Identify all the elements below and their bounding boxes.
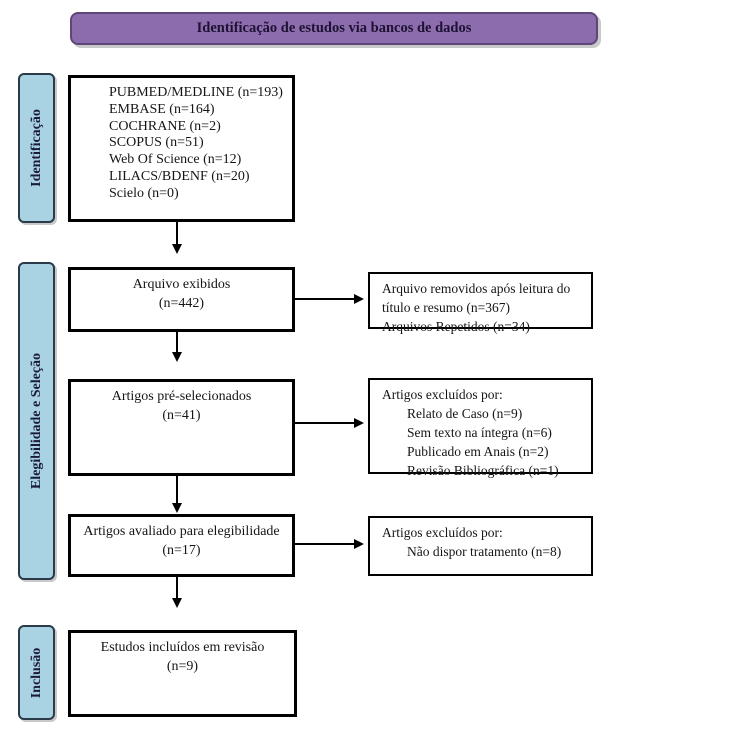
source-line-scopus: SCOPUS (n=51): [109, 135, 204, 151]
stage-inclusao-label: Inclusão: [28, 647, 44, 698]
banner-title: Identificação de estudos via bancos de dados: [196, 20, 472, 36]
arrow-down-displayed-to-preselected: [176, 332, 178, 352]
banner-identification-via-databases: [70, 12, 598, 45]
excluded-item-no-fulltext: Sem texto na íntegra (n=6): [407, 425, 552, 440]
box-assessed-eligibility: [68, 514, 295, 577]
arrow-down-preselected-to-assessed: [176, 476, 178, 503]
box-records-displayed: [68, 267, 295, 332]
stage-elegibilidade-selecao-label: Elegibilidade e Seleção: [28, 352, 44, 490]
removed-line-2: Arquivos Repetidos (n=34): [382, 319, 530, 334]
box-records-displayed-count: (n=442): [158, 296, 205, 311]
box-excluded-fulltext: [368, 378, 593, 478]
excluded-item-no-treatment: Não dispor tratamento (n=8): [407, 544, 562, 559]
box-preselected-count: (n=41): [162, 408, 201, 423]
box-excluded-eligibility: [368, 516, 593, 576]
box-preselected-title: Artigos pré-selecionados: [111, 389, 252, 404]
arrow-right-assessed-to-excluded: [295, 543, 354, 545]
source-line-pubmed: PUBMED/MEDLINE (n=193): [109, 85, 283, 100]
stage-identificacao: [18, 73, 55, 223]
stage-identificacao-label: Identificação: [28, 109, 44, 187]
box-included-title: Estudos incluídos em revisão: [100, 640, 265, 655]
arrow-down-sources-to-displayed: [176, 222, 178, 244]
excluded-item-proceedings: Publicado em Anais (n=2): [407, 444, 549, 459]
box-preselected-articles: [68, 379, 295, 476]
box-removed-title-abstract: [368, 272, 593, 334]
stage-elegibilidade-selecao: [18, 262, 55, 580]
removed-line-1: Arquivo removidos após leitura do título e resumo (n=367): [382, 281, 571, 315]
box-included-count: (n=9): [166, 659, 199, 674]
box-records-displayed-title: Arquivo exibidos: [132, 277, 231, 292]
source-line-lilacs: LILACS/BDENF (n=20): [109, 168, 250, 184]
stage-inclusao: [18, 625, 55, 720]
source-line-wos: Web Of Science (n=12): [109, 152, 242, 168]
source-line-scielo: Scielo (n=0): [109, 185, 179, 201]
arrow-right-preselected-to-excluded: [295, 422, 354, 424]
source-line-cochrane: COCHRANE (n=2): [109, 118, 221, 134]
excluded-fulltext-header: Artigos excluídos por:: [382, 387, 503, 402]
box-database-sources: [68, 75, 295, 222]
arrow-down-assessed-to-included: [176, 577, 178, 598]
arrow-right-displayed-to-removed: [295, 298, 354, 300]
excluded-eligibility-header: Artigos excluídos por:: [382, 525, 503, 540]
box-included-studies: [68, 630, 297, 717]
excluded-item-review: Revisão Bibliográfica (n=1): [407, 463, 559, 478]
box-assessed-title: Artigos avaliado para elegibilidade: [83, 524, 280, 539]
box-assessed-count: (n=17): [162, 543, 201, 558]
source-line-embase: EMBASE (n=164): [109, 101, 215, 117]
excluded-item-case-report: Relato de Caso (n=9): [407, 406, 523, 421]
